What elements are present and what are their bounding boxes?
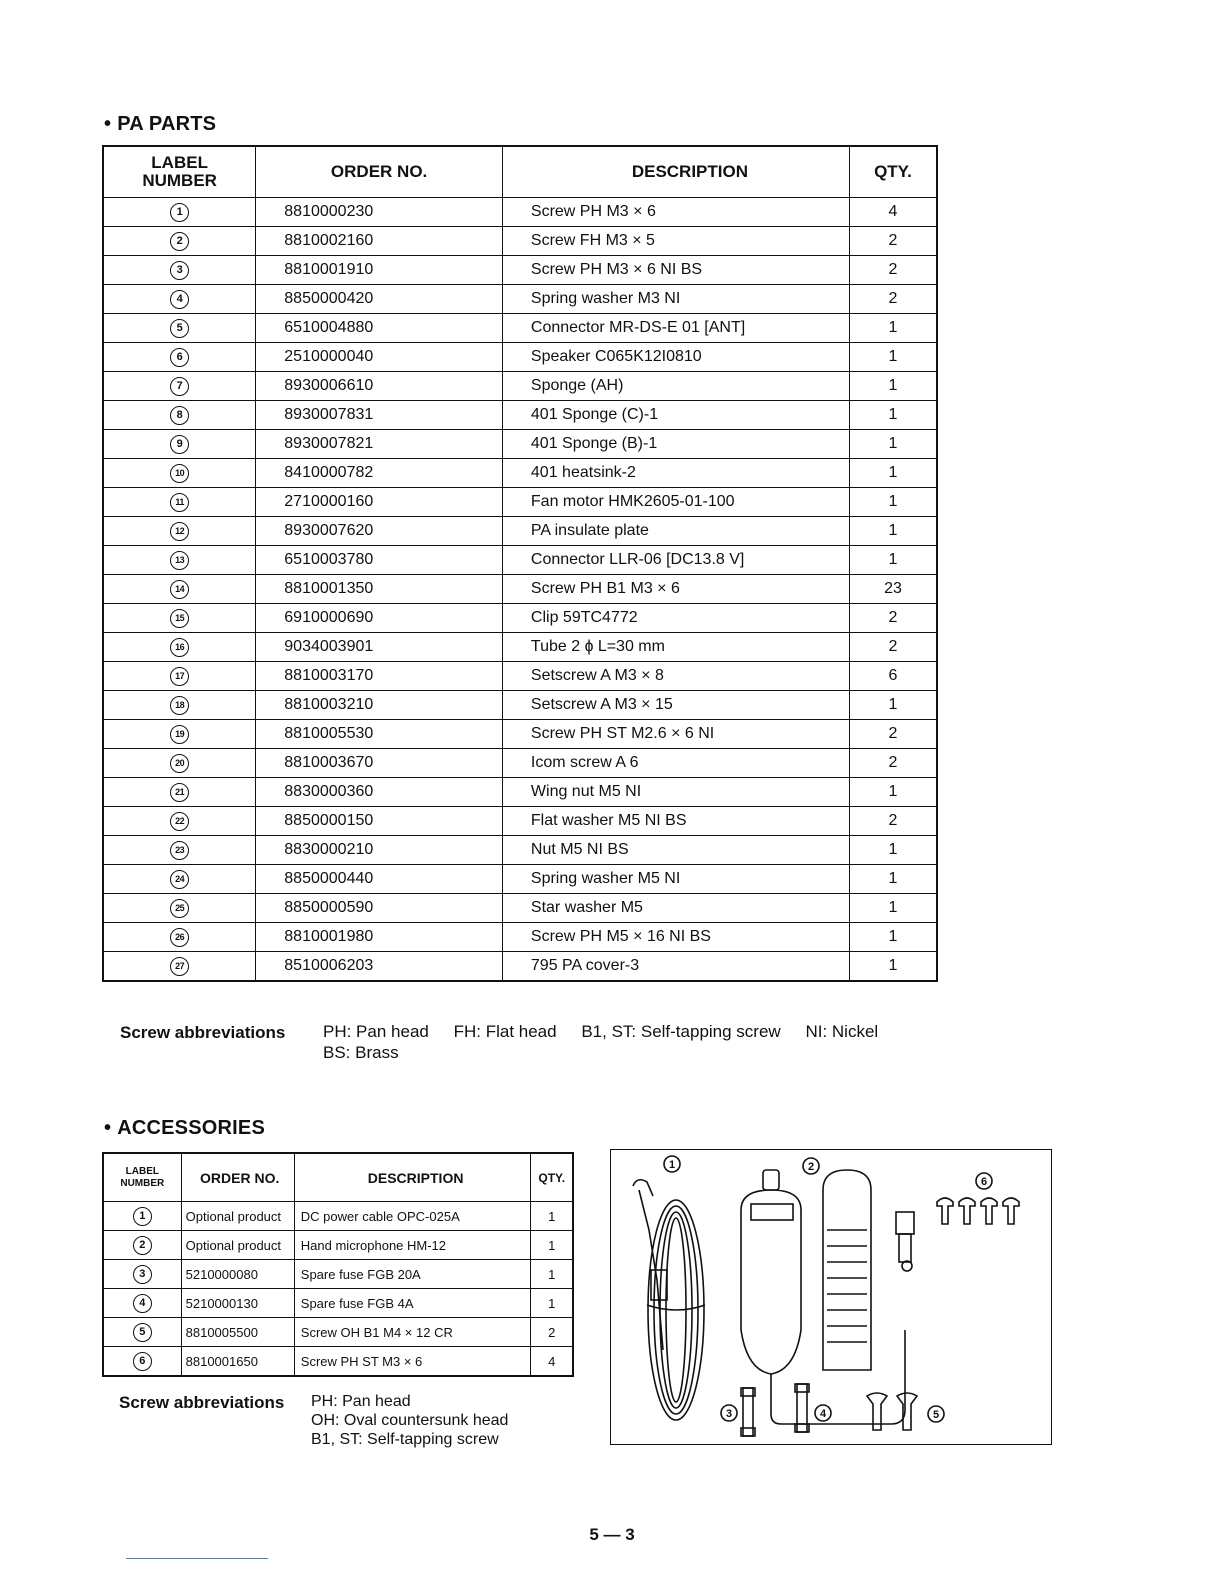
pa-part-cell-qty: 2 [849,720,937,749]
accessory-cell-label-number [103,1347,181,1377]
pa-part-row [103,662,937,691]
pa-part-cell-label-number [103,285,256,314]
accessory-cell-qty: 1 [531,1231,573,1260]
pa-part-cell-description: Screw FH M3 × 5 [502,227,849,256]
accessory-cell-qty: 1 [531,1260,573,1289]
pa-part-cell-order-no: 8810005530 [256,720,503,749]
pa-part-cell-label-number [103,633,256,662]
pa-part-cell-qty: 4 [849,198,937,227]
accessory-row [103,1289,573,1318]
pa-part-cell-order-no: 8810001910 [256,256,503,285]
label-number-badge: 18 [170,696,189,715]
abbr-b1-st: B1, ST: Self-tapping screw [581,1022,781,1041]
accessory-cell-qty: 1 [531,1289,573,1318]
pa-part-cell-label-number [103,778,256,807]
accessory-cell-order-no: Optional product [181,1202,294,1231]
pa-part-cell-qty: 1 [849,546,937,575]
pa-part-cell-description: Screw PH M3 × 6 [502,198,849,227]
pa-part-cell-description: Wing nut M5 NI [502,778,849,807]
acc-abbr-b1-st: B1, ST: Self-tapping screw [311,1431,499,1448]
accessories-table [102,1152,574,1377]
pa-part-cell-description: 401 heatsink-2 [502,459,849,488]
pa-part-cell-order-no: 8810003670 [256,749,503,778]
label-number-badge: 22 [170,812,189,831]
pa-part-cell-order-no: 8850000150 [256,807,503,836]
spare-fuse-20a-drawing [741,1388,755,1436]
header-description: DESCRIPTION [502,146,849,198]
pa-part-cell-qty: 2 [849,807,937,836]
acc-header-order-no: ORDER NO. [181,1153,294,1202]
pa-part-row [103,227,937,256]
accessory-cell-label-number [103,1289,181,1318]
pa-part-cell-qty: 2 [849,285,937,314]
pa-part-cell-description: Screw PH M5 × 16 NI BS [502,923,849,952]
pa-part-cell-description: Fan motor HMK2605-01-100 [502,488,849,517]
abbr-ph: PH: Pan head [323,1022,429,1041]
pa-part-row [103,575,937,604]
acc-abbr-oh: OH: Oval countersunk head [311,1412,509,1429]
accessory-cell-label-number [103,1202,181,1231]
pa-part-cell-label-number [103,517,256,546]
label-number-badge: 13 [170,551,189,570]
pa-part-row [103,430,937,459]
pa-part-cell-description: Screw PH ST M2.6 × 6 NI [502,720,849,749]
accessory-cell-order-no: 5210000130 [181,1289,294,1318]
pa-part-cell-qty: 1 [849,314,937,343]
accessory-cell-description: DC power cable OPC-025A [294,1202,531,1231]
pa-part-cell-qty: 6 [849,662,937,691]
pa-part-cell-description: Tube 2 ɸ L=30 mm [502,633,849,662]
accessory-cell-description: Screw OH B1 M4 × 12 CR [294,1318,531,1347]
accessory-row [103,1318,573,1347]
pa-part-cell-label-number [103,952,256,982]
pa-part-cell-description: Star washer M5 [502,894,849,923]
pa-part-row [103,546,937,575]
pa-part-cell-description: Connector LLR-06 [DC13.8 V] [502,546,849,575]
pa-part-cell-order-no: 8510006203 [256,952,503,982]
acc-header-description: DESCRIPTION [294,1153,531,1202]
pa-part-cell-qty: 1 [849,865,937,894]
hand-microphone-drawing [741,1170,914,1424]
label-number-badge: 5 [170,319,189,338]
label-number-badge: 10 [170,464,189,483]
pa-part-cell-description: 401 Sponge (C)-1 [502,401,849,430]
label-number-badge: 6 [170,348,189,367]
accessory-cell-description: Spare fuse FGB 4A [294,1289,531,1318]
pa-part-row [103,488,937,517]
pa-part-cell-qty: 2 [849,227,937,256]
accessories-header-row [103,1153,573,1202]
pa-abbreviations-text [323,1021,923,1063]
pa-part-cell-description: Clip 59TC4772 [502,604,849,633]
pa-part-cell-description: Screw PH B1 M3 × 6 [502,575,849,604]
pa-part-row [103,720,937,749]
label-number-badge: 9 [170,435,189,454]
acc-abbr-ph: PH: Pan head [311,1393,411,1410]
label-number-badge: 1 [170,203,189,222]
header-order-no: ORDER NO. [256,146,503,198]
pa-part-cell-qty: 2 [849,749,937,778]
pa-part-row [103,836,937,865]
accessory-row [103,1202,573,1231]
label-number-badge: 2 [170,232,189,251]
label-number-badge: 3 [133,1265,152,1284]
pa-part-row [103,749,937,778]
accessory-cell-order-no: Optional product [181,1231,294,1260]
pa-part-cell-label-number [103,923,256,952]
header-label-number: LABEL NUMBER [103,146,256,198]
pa-part-cell-description: Setscrew A M3 × 8 [502,662,849,691]
pa-part-cell-order-no: 8830000360 [256,778,503,807]
pa-part-cell-order-no: 8930006610 [256,372,503,401]
pa-part-row [103,401,937,430]
spare-fuse-4a-drawing [795,1384,809,1432]
label-number-badge: 26 [170,928,189,947]
accessory-row [103,1260,573,1289]
accessories-drawing [611,1150,1051,1444]
pa-part-row [103,517,937,546]
pa-part-row [103,633,937,662]
label-number-badge: 20 [170,754,189,773]
label-number-badge: 19 [170,725,189,744]
pa-part-cell-label-number [103,807,256,836]
pa-part-cell-order-no: 8810002160 [256,227,503,256]
pa-part-cell-qty: 1 [849,952,937,982]
pa-part-cell-description: Spring washer M5 NI [502,865,849,894]
footer-line [126,1558,268,1559]
acc-abbreviations-label: Screw abbreviations [119,1393,285,1412]
pa-part-cell-description: Flat washer M5 NI BS [502,807,849,836]
accessory-cell-qty: 4 [531,1347,573,1377]
pa-part-cell-description: Sponge (AH) [502,372,849,401]
pa-part-cell-order-no: 6510004880 [256,314,503,343]
acc-abbreviations-text [311,1392,508,1449]
accessory-cell-description: Hand microphone HM-12 [294,1231,531,1260]
pa-part-cell-label-number [103,459,256,488]
pa-part-cell-label-number [103,372,256,401]
label-number-badge: 14 [170,580,189,599]
pa-part-cell-description: Nut M5 NI BS [502,836,849,865]
accessories-title: • ACCESSORIES [104,1117,265,1139]
pa-part-cell-qty: 1 [849,894,937,923]
abbr-bs: BS: Brass [323,1043,399,1062]
pa-part-cell-order-no: 2510000040 [256,343,503,372]
illus-label-4: 4 [819,1408,827,1420]
pa-part-cell-label-number [103,836,256,865]
label-number-badge: 11 [170,493,189,512]
pa-part-row [103,604,937,633]
pa-part-cell-qty: 1 [849,488,937,517]
label-number-badge: 17 [170,667,189,686]
pa-part-row [103,952,937,982]
pa-part-cell-label-number [103,662,256,691]
label-number-badge: 8 [170,406,189,425]
pa-abbreviations-label: Screw abbreviations [120,1023,286,1042]
pa-part-cell-qty: 1 [849,430,937,459]
pa-part-cell-label-number [103,314,256,343]
accessory-cell-description: Screw PH ST M3 × 6 [294,1347,531,1377]
pa-part-row [103,894,937,923]
pa-part-cell-qty: 1 [849,778,937,807]
pa-part-cell-order-no: 8930007620 [256,517,503,546]
pa-part-cell-description: Setscrew A M3 × 15 [502,691,849,720]
label-number-badge: 16 [170,638,189,657]
pa-part-cell-description: Spring washer M3 NI [502,285,849,314]
accessory-cell-order-no: 5210000080 [181,1260,294,1289]
pa-part-cell-qty: 1 [849,372,937,401]
pa-part-cell-order-no: 6510003780 [256,546,503,575]
pa-part-cell-order-no: 6910000690 [256,604,503,633]
label-number-badge: 23 [170,841,189,860]
label-number-badge: 21 [170,783,189,802]
pa-part-cell-qty: 2 [849,633,937,662]
pa-part-cell-qty: 1 [849,343,937,372]
label-number-badge: 4 [170,290,189,309]
label-number-badge: 3 [170,261,189,280]
dc-cable-drawing [633,1180,705,1420]
pa-part-row [103,865,937,894]
pa-part-row [103,923,937,952]
pa-part-cell-label-number [103,604,256,633]
pa-part-cell-qty: 1 [849,691,937,720]
header-qty: QTY. [849,146,937,198]
pa-part-cell-description: 401 Sponge (B)-1 [502,430,849,459]
pa-part-cell-order-no: 8930007821 [256,430,503,459]
pa-part-cell-order-no: 8810000230 [256,198,503,227]
pa-part-cell-order-no: 8410000782 [256,459,503,488]
pa-part-cell-qty: 1 [849,836,937,865]
pa-part-cell-order-no: 8850000440 [256,865,503,894]
label-number-badge: 5 [133,1323,152,1342]
pa-part-cell-description: PA insulate plate [502,517,849,546]
pa-part-cell-order-no: 9034003901 [256,633,503,662]
pa-part-cell-label-number [103,894,256,923]
pa-part-row [103,691,937,720]
pa-part-row [103,459,937,488]
illus-label-3: 3 [725,1408,733,1420]
pa-part-cell-order-no: 8850000590 [256,894,503,923]
pa-part-cell-label-number [103,488,256,517]
label-number-badge: 25 [170,899,189,918]
pa-part-cell-label-number [103,575,256,604]
page-number: 5 — 3 [589,1525,635,1544]
pa-part-cell-order-no: 8830000210 [256,836,503,865]
pa-part-row [103,256,937,285]
pa-part-cell-label-number [103,256,256,285]
pa-part-cell-qty: 1 [849,517,937,546]
accessory-cell-label-number [103,1260,181,1289]
pa-part-cell-qty: 23 [849,575,937,604]
pa-part-cell-label-number [103,227,256,256]
pa-part-cell-label-number [103,198,256,227]
label-number-badge: 27 [170,957,189,976]
pa-part-cell-label-number [103,720,256,749]
pa-part-cell-label-number [103,749,256,778]
label-number-badge: 12 [170,522,189,541]
pa-part-row [103,198,937,227]
pa-part-cell-qty: 1 [849,459,937,488]
pa-part-cell-order-no: 8810003210 [256,691,503,720]
pa-part-row [103,343,937,372]
pa-parts-title: • PA PARTS [104,113,217,135]
label-number-badge: 7 [170,377,189,396]
abbr-fh: FH: Flat head [453,1022,557,1041]
pa-part-cell-order-no: 2710000160 [256,488,503,517]
abbr-ni: NI: Nickel [805,1022,879,1041]
pa-part-cell-label-number [103,343,256,372]
pan-head-screws-drawing [937,1198,1019,1224]
pa-part-cell-description: Screw PH M3 × 6 NI BS [502,256,849,285]
accessory-row [103,1231,573,1260]
pa-part-cell-order-no: 8930007831 [256,401,503,430]
pa-part-cell-qty: 2 [849,256,937,285]
pa-parts-header-row [103,146,937,198]
accessory-cell-description: Spare fuse FGB 20A [294,1260,531,1289]
pa-part-cell-qty: 1 [849,401,937,430]
accessory-cell-order-no: 8810001650 [181,1347,294,1377]
pa-part-cell-label-number [103,401,256,430]
pa-part-cell-label-number [103,546,256,575]
accessory-row [103,1347,573,1377]
illus-label-5: 5 [932,1409,940,1421]
accessory-cell-qty: 1 [531,1202,573,1231]
pa-part-row [103,807,937,836]
pa-part-cell-order-no: 8850000420 [256,285,503,314]
pa-part-cell-order-no: 8810001980 [256,923,503,952]
pa-part-cell-description: Connector MR-DS-E 01 [ANT] [502,314,849,343]
acc-header-label-number: LABEL NUMBER [103,1153,181,1202]
illus-label-6: 6 [980,1176,988,1188]
label-number-badge: 1 [133,1207,152,1226]
accessory-cell-qty: 2 [531,1318,573,1347]
accessory-cell-label-number [103,1318,181,1347]
illus-label-1: 1 [668,1159,676,1171]
pa-part-cell-label-number [103,430,256,459]
pa-part-row [103,372,937,401]
pa-part-row [103,314,937,343]
pa-part-cell-description: Speaker C065K12I0810 [502,343,849,372]
pa-part-cell-label-number [103,865,256,894]
pa-parts-table [102,145,938,982]
acc-header-qty: QTY. [531,1153,573,1202]
pa-part-cell-qty: 2 [849,604,937,633]
pa-part-cell-order-no: 8810003170 [256,662,503,691]
pa-part-row [103,285,937,314]
label-number-badge: 4 [133,1294,152,1313]
label-number-badge: 2 [133,1236,152,1255]
illus-label-2: 2 [807,1161,815,1173]
pa-part-cell-order-no: 8810001350 [256,575,503,604]
accessories-illustration [610,1149,1052,1445]
label-number-badge: 24 [170,870,189,889]
pa-part-cell-description: Icom screw A 6 [502,749,849,778]
pa-part-row [103,778,937,807]
pa-part-cell-description: 795 PA cover-3 [502,952,849,982]
pa-part-cell-label-number [103,691,256,720]
pa-part-cell-qty: 1 [849,923,937,952]
accessory-cell-label-number [103,1231,181,1260]
label-number-badge: 6 [133,1352,152,1371]
accessory-cell-order-no: 8810005500 [181,1318,294,1347]
label-number-badge: 15 [170,609,189,628]
